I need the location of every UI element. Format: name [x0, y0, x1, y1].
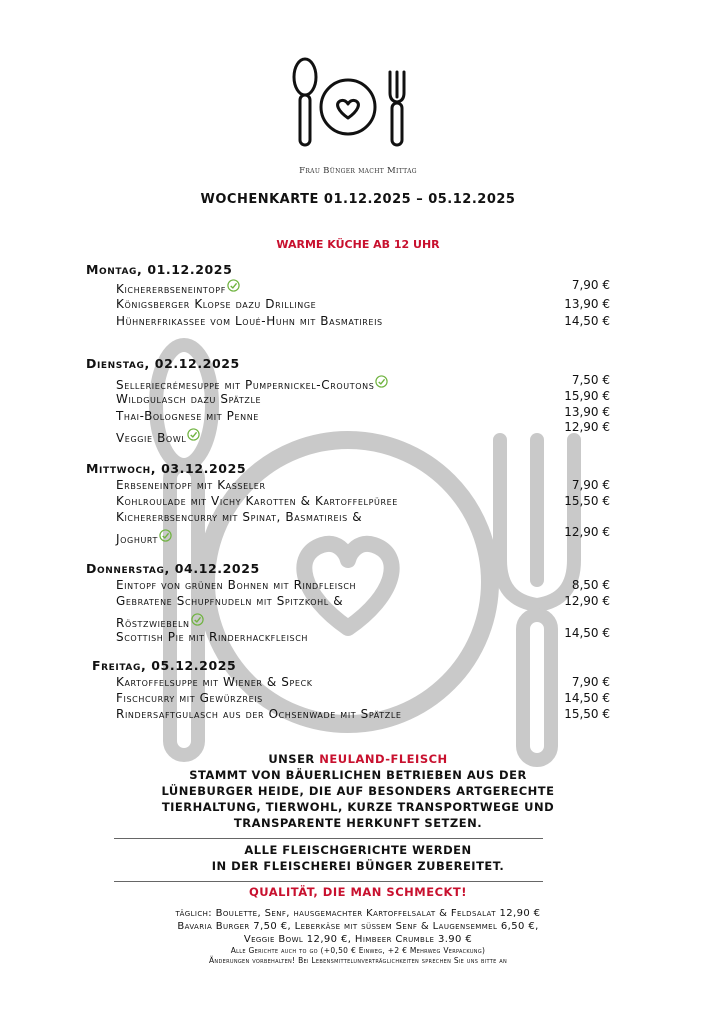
dish-name: Selleriecrémesuppe mit Pumpernickel-Croutons [116, 375, 388, 392]
neuland-line: STAMMT VON BÄUERLICHEN BETRIEBEN AUS DER [189, 768, 527, 782]
divider [114, 881, 543, 882]
dish-name: Königsberger Klopse dazu Drillinge [116, 297, 317, 311]
dish-name: Veggie Bowl [116, 428, 200, 445]
dish-name: Röstzwiebeln [116, 613, 204, 630]
brand-name: Frau Bünger macht Mittag [299, 166, 417, 176]
daily-line: täglich: Boulette, Senf, hausgemachter Kartoffelsalat & Feldsalat 12,90 € [175, 908, 541, 919]
allergy-note: Änderungen vorbehalten! Bei Lebensmittelunverträglichkeiten sprechen Sie uns bitte an [209, 956, 507, 965]
dish-price: 14,50 € [564, 314, 610, 328]
dish-price: 13,90 € [564, 297, 610, 311]
neuland-line: TRANSPARENTE HERKUNFT SETZEN. [233, 816, 483, 830]
neuland-line: TIERHALTUNG, TIERWOHL, KURZE TRANSPORTWEGE UND [161, 800, 555, 814]
day-heading-dienstag: Dienstag, 02.12.2025 [86, 356, 240, 371]
veggie-leaf-icon [191, 613, 204, 626]
day-heading-freitag: Freitag, 05.12.2025 [92, 658, 237, 673]
dish-price: 8,50 € [571, 578, 610, 592]
veggie-leaf-icon [227, 279, 240, 292]
neuland-line: LÜNEBURGER HEIDE, DIE AUF BESONDERS ARTGERECHTE [161, 784, 555, 798]
dish-name-line1: Gebratene Schupfnudeln mit Spitzkohl & [116, 594, 344, 608]
dish-name: Kichererbseneintopf [116, 279, 240, 296]
dish-price: 14,50 € [564, 626, 610, 640]
dish-name: Fischcurry mit Gewürzreis [116, 691, 263, 705]
daily-offers [0, 907, 716, 966]
dish-price: 12,90 € [564, 420, 610, 434]
divider [114, 838, 543, 839]
day-heading-donnerstag: Donnerstag, 04.12.2025 [86, 561, 260, 576]
meat-line: ALLE FLEISCHGERICHTE WERDEN [244, 843, 472, 857]
dish-name: Scottish Pie mit Rinderhackfleisch [116, 630, 309, 644]
logo-icon [280, 55, 420, 155]
dish-price: 7,90 € [571, 278, 610, 292]
dish-price: 15,50 € [564, 494, 610, 508]
dish-name: Erbseneintopf mit Kasseler [116, 478, 266, 492]
dish-price: 15,50 € [564, 707, 610, 721]
dish-name: Kartoffelsuppe mit Wiener & Speck [116, 675, 313, 689]
dish-price: 13,90 € [564, 405, 610, 419]
dish-name: Rindersaftgulasch aus der Ochsenwade mit Spätzle [116, 707, 402, 721]
veggie-leaf-icon [375, 375, 388, 388]
dish-price: 12,90 € [564, 525, 610, 539]
dish-price: 7,90 € [571, 478, 610, 492]
meat-line: IN DER FLEISCHEREI BÜNGER ZUBEREITET. [211, 859, 505, 873]
dish-name: Kohlroulade mit Vichy Karotten & Kartoffelpüree [116, 494, 398, 508]
week-title: WOCHENKARTE 01.12.2025 – 05.12.2025 [200, 192, 516, 207]
dish-name: Thai-Bolognese mit Penne [116, 409, 259, 423]
veggie-leaf-icon [159, 529, 172, 542]
dish-name: Joghurt [116, 529, 172, 546]
dish-name-line1: Kichererbsencurry mit Spinat, Basmatireis & [116, 510, 363, 524]
dish-price: 7,90 € [571, 675, 610, 689]
warm-kitchen-note: WARME KÜCHE AB 12 UHR [276, 238, 440, 251]
dish-price: 7,50 € [571, 373, 610, 387]
dish-name: Eintopf von grünen Bohnen mit Rindfleisch [116, 578, 357, 592]
veggie-leaf-icon [187, 428, 200, 441]
daily-line: Bavaria Burger 7,50 €, Leberkäse mit süßem Senf & Laugensemmel 6,50 €, [177, 921, 539, 932]
slogan-block [0, 884, 716, 900]
meat-info [0, 842, 716, 874]
daily-line: Veggie Bowl 12,90 €, Himbeer Crumble 3.90 € [243, 934, 473, 945]
dish-price: 15,90 € [564, 389, 610, 403]
day-heading-mittwoch: Mittwoch, 03.12.2025 [86, 461, 247, 476]
dish-price: 12,90 € [564, 594, 610, 608]
slogan: QUALITÄT, DIE MAN SCHMECKT! [248, 885, 468, 899]
neuland-title: UNSER NEULAND-FLEISCH [268, 752, 448, 766]
dish-name: Wildgulasch dazu Spätzle [116, 392, 262, 406]
dish-price: 14,50 € [564, 691, 610, 705]
to-go-note: Alle Gerichte auch to go (+0,50 € Einweg, +2 € Mehrweg Verpackung) [230, 946, 486, 955]
day-heading-montag: Montag, 01.12.2025 [86, 262, 233, 277]
dish-name: Hühnerfrikassee vom Loué-Huhn mit Basmatireis [116, 314, 383, 328]
neuland-info [0, 751, 716, 831]
